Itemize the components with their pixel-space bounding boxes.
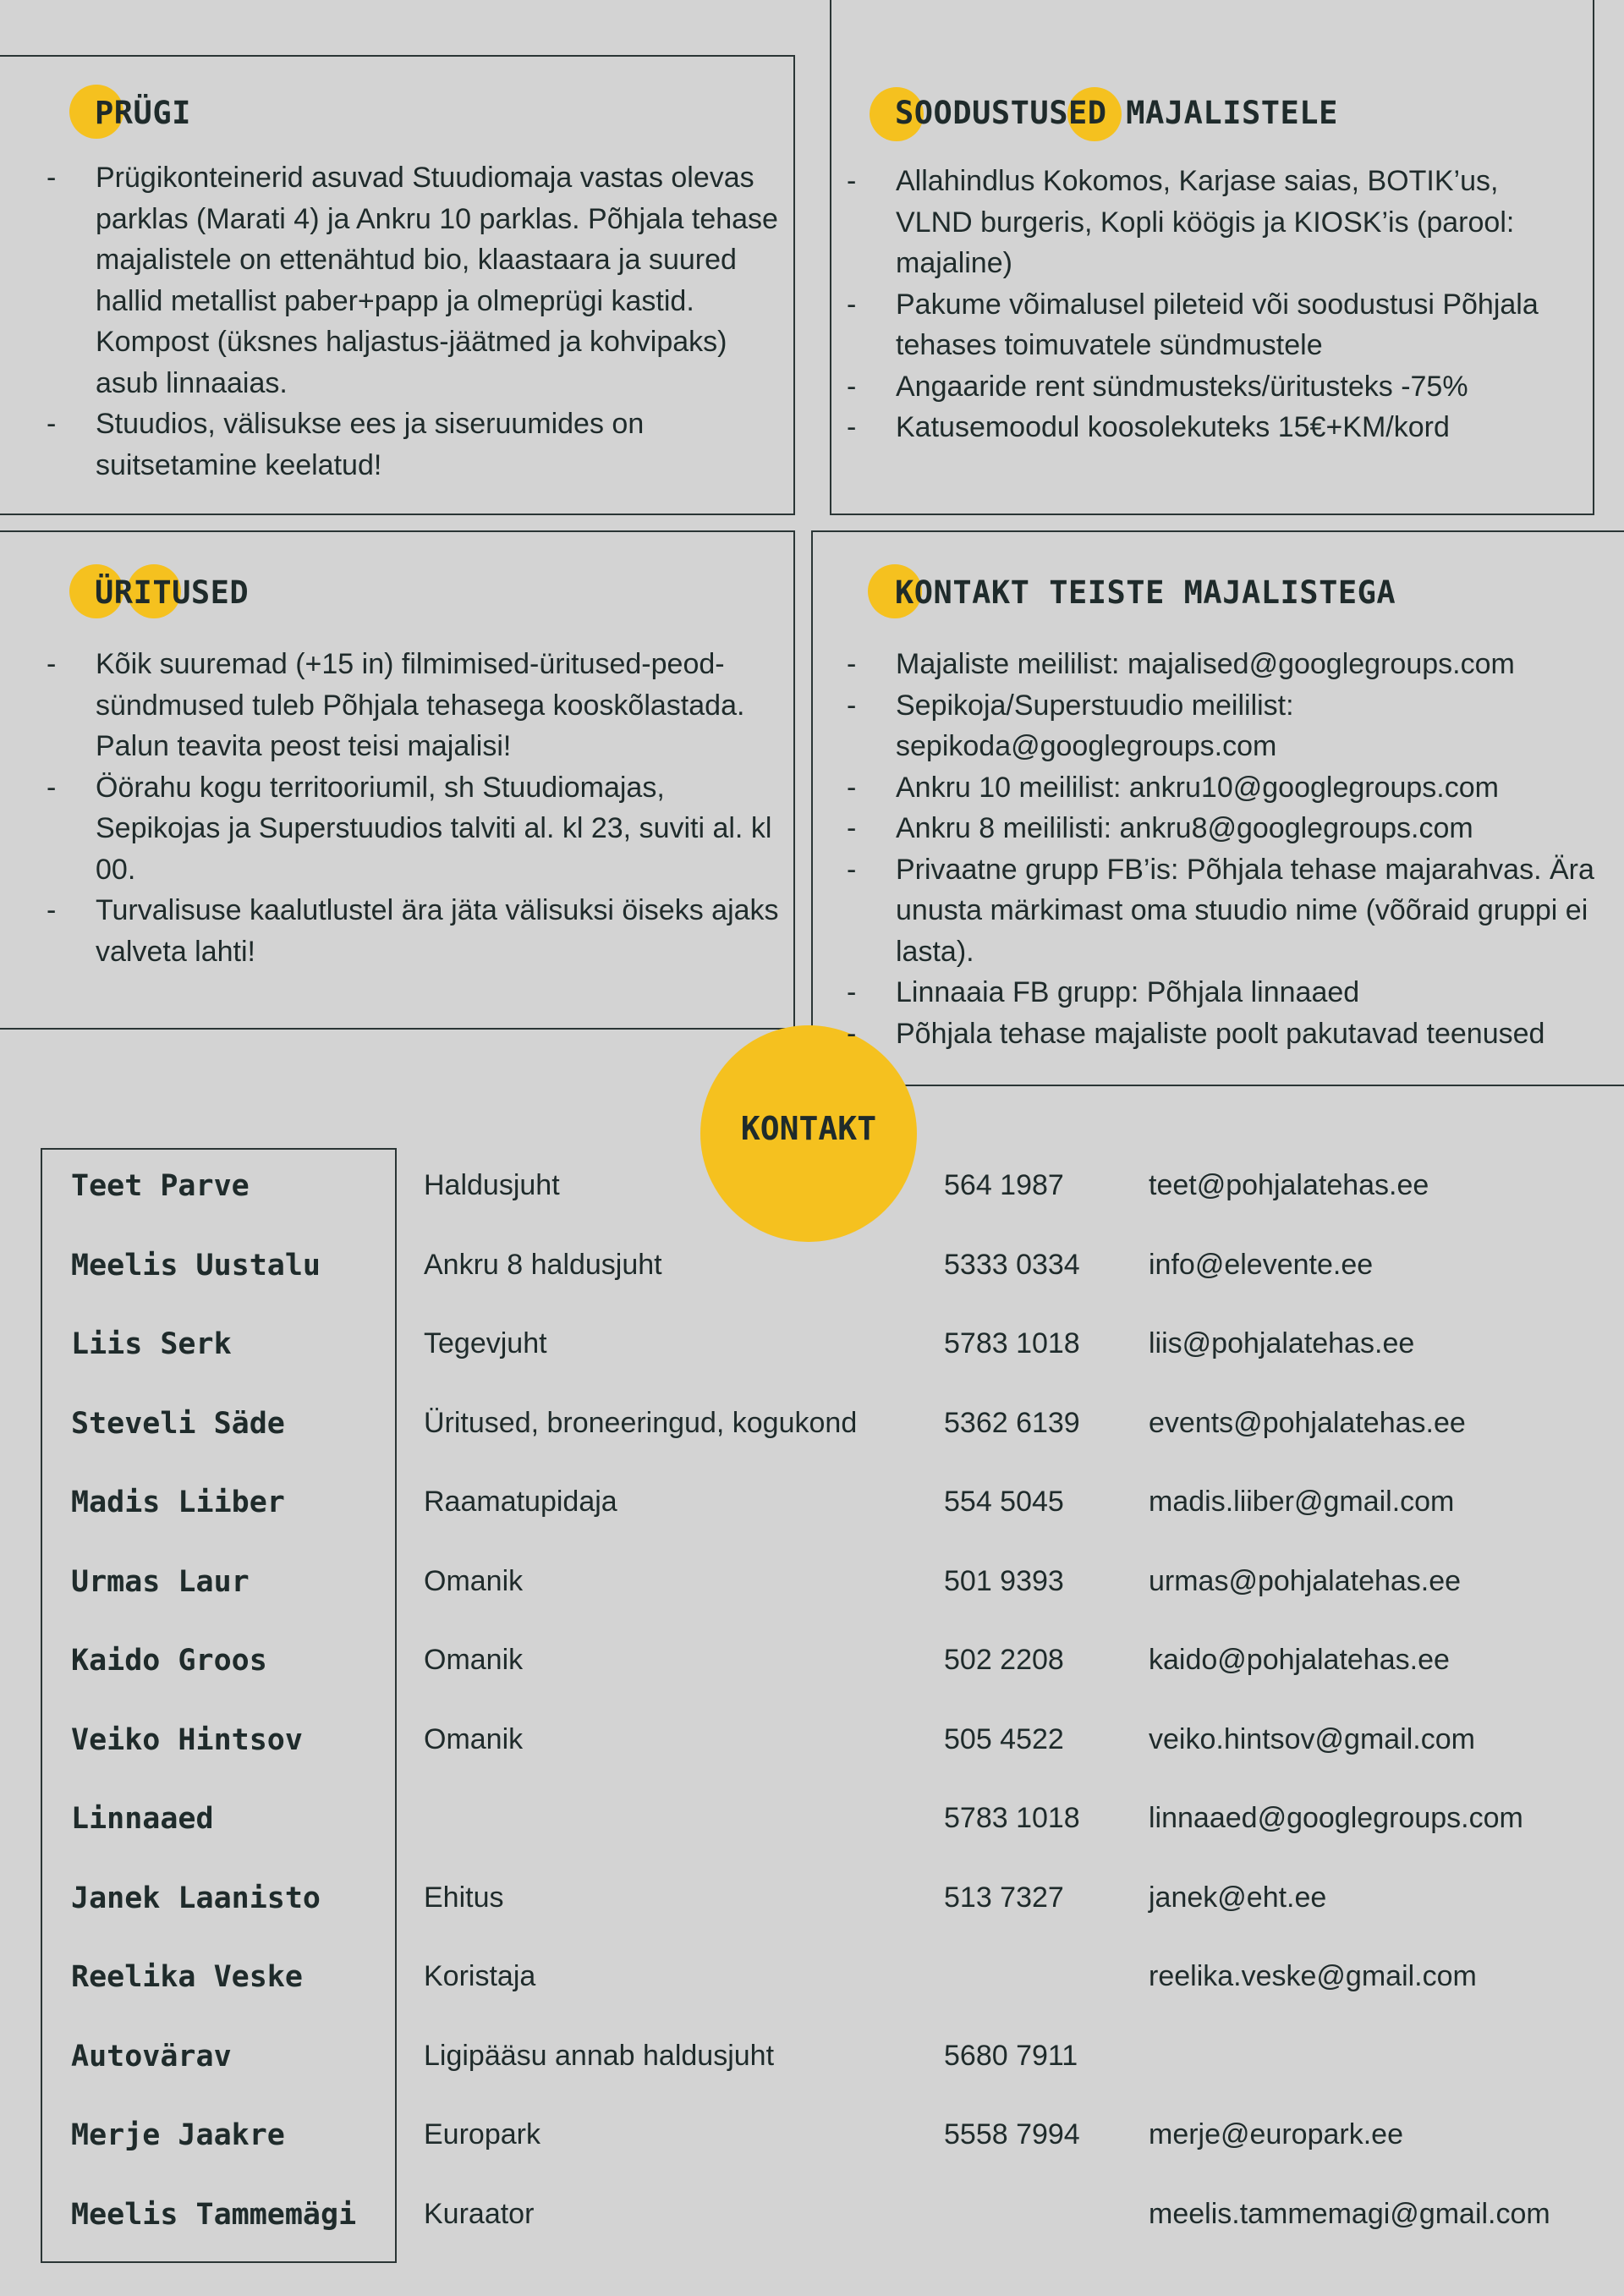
contact-role: Tegevjuht <box>424 1327 547 1359</box>
contact-name: Reelika Veske <box>71 1960 303 1994</box>
table-row <box>0 1390 1624 1469</box>
contact-name: Janek Laanisto <box>71 1881 321 1915</box>
table-row <box>0 1232 1624 1311</box>
contact-phone: 5333 0334 <box>944 1248 1080 1281</box>
contact-role: Koristaja <box>424 1960 536 1992</box>
list-item: - Allahindlus Kokomos, Karjase saias, BOTIK’us, VLND burgeris, Kopli köögis ja KIOSK’is (parool: majaline) <box>847 161 1583 284</box>
list-item: - Katusemoodul koosolekuteks 15€+KM/kord <box>847 407 1583 448</box>
contact-name: Merje Jaakre <box>71 2118 285 2152</box>
contact-email: liis@pohjalatehas.ee <box>1149 1327 1415 1359</box>
table-row <box>0 1627 1624 1706</box>
contact-phone: 513 7327 <box>944 1881 1064 1914</box>
table-row <box>0 1469 1624 1548</box>
contact-name: Madis Liiber <box>71 1486 285 1519</box>
contact-name: Linnaaed <box>71 1802 214 1836</box>
table-row <box>0 2023 1624 2102</box>
table-row <box>0 2101 1624 2181</box>
contact-name: Autovärav <box>71 2039 232 2074</box>
table-row <box>0 2181 1624 2260</box>
contact-email: kaido@pohjalatehas.ee <box>1149 1644 1450 1676</box>
contact-phone: 502 2208 <box>944 1644 1064 1676</box>
contact-email: madis.liiber@gmail.com <box>1149 1486 1455 1518</box>
contact-phone: 505 4522 <box>944 1722 1064 1755</box>
list-item: - Ankru 8 meililisti: ankru8@googlegroups.com <box>847 808 1604 849</box>
contact-name: Urmas Laur <box>71 1564 250 1599</box>
contact-role: Haldusjuht <box>424 1169 560 1201</box>
contact-phone: 564 1987 <box>944 1169 1064 1201</box>
list-item: - Linnaaia FB grupp: Põhjala linnaaed <box>847 972 1604 1013</box>
table-row <box>0 1310 1624 1390</box>
list-item: - Prügikonteinerid asuvad Stuudiomaja vastas olevas parklas (Marati 4) ja Ankru 10 parklas. Põhjala tehase majalistele on ettenähtud bio, klaastaara ja suured hallid metallist paber+papp ja olmeprügi kastid. Kompost (üksnes haljastus-jäätmed ja kohvipaks) asub linnaaias. <box>47 157 778 404</box>
contact-table <box>0 1152 1624 2260</box>
list-item: - Turvalisuse kaalutlustel ära jäta välisuksi öiseks ajaks valveta lahti! <box>47 890 782 972</box>
contact-phone: 5558 7994 <box>944 2118 1080 2150</box>
table-row <box>0 1152 1624 1232</box>
contact-role: Kuraator <box>424 2197 535 2230</box>
contact-role: Ehitus <box>424 1881 504 1914</box>
contact-email: janek@eht.ee <box>1149 1881 1327 1914</box>
list-item: - Öörahu kogu territooriumil, sh Stuudiomajas, Sepikojas ja Superstuudios talviti al. kl 23, suviti al. kl 00. <box>47 767 782 891</box>
contact-phone: 5680 7911 <box>944 2039 1078 2072</box>
contact-email: linnaaed@googlegroups.com <box>1149 1802 1523 1834</box>
table-row <box>0 1943 1624 2023</box>
contact-role: Ligipääsu annab haldusjuht <box>424 2039 775 2072</box>
contact-phone: 554 5045 <box>944 1486 1064 1518</box>
contact-email: merje@europark.ee <box>1149 2118 1403 2150</box>
contact-email: events@pohjalatehas.ee <box>1149 1406 1466 1439</box>
soodustused-title: SOODUSTUSED MAJALISTELE <box>895 95 1338 131</box>
table-row <box>0 1548 1624 1628</box>
list-item: - Ankru 10 meililist: ankru10@googlegroups.com <box>847 767 1604 809</box>
contact-phone: 501 9393 <box>944 1564 1064 1597</box>
list-item: - Privaatne grupp FB’is: Põhjala tehase majarahvas. Ära unusta märkimast oma stuudio nime (võõraid gruppi ei lasta). <box>847 849 1604 973</box>
contact-role: Omanik <box>424 1564 524 1597</box>
list-item: - Sepikoja/Superstuudio meililist: sepikoda@googlegroups.com <box>847 685 1604 767</box>
contact-role: Omanik <box>424 1722 524 1755</box>
contact-role: Raamatupidaja <box>424 1486 617 1518</box>
contact-email: reelika.veske@gmail.com <box>1149 1960 1477 1992</box>
contact-name: Steveli Säde <box>71 1406 285 1441</box>
uritused-title: ÜRITUSED <box>95 574 250 611</box>
prugi-list <box>47 157 778 486</box>
contact-email: veiko.hintsov@gmail.com <box>1149 1722 1475 1755</box>
table-row <box>0 1865 1624 1944</box>
contact-email: teet@pohjalatehas.ee <box>1149 1169 1429 1201</box>
table-row <box>0 1785 1624 1865</box>
contact-name: Teet Parve <box>71 1169 250 1203</box>
list-item: - Pakume võimalusel pileteid või soodustusi Põhjala tehases toimuvatele sündmustele <box>847 284 1583 366</box>
uritused-list <box>47 644 782 972</box>
kontakt-teiste-list <box>847 644 1604 1054</box>
contact-name: Liis Serk <box>71 1327 232 1361</box>
list-item: - Põhjala tehase majaliste poolt pakutavad teenused <box>847 1013 1604 1055</box>
soodustused-list <box>847 161 1583 448</box>
contact-email: info@elevente.ee <box>1149 1248 1374 1281</box>
contact-email: meelis.tammemagi@gmail.com <box>1149 2197 1550 2230</box>
contact-phone: 5783 1018 <box>944 1327 1080 1359</box>
contact-role: Ankru 8 haldusjuht <box>424 1248 662 1281</box>
list-item: - Stuudios, välisukse ees ja siseruumides on suitsetamine keelatud! <box>47 404 778 486</box>
contact-email: urmas@pohjalatehas.ee <box>1149 1564 1462 1597</box>
contact-name: Meelis Uustalu <box>71 1248 321 1283</box>
contact-name: Kaido Groos <box>71 1644 267 1678</box>
prugi-title: PRÜGI <box>95 95 191 131</box>
contact-name: Veiko Hintsov <box>71 1722 303 1757</box>
kontakt-teiste-title: KONTAKT TEISTE MAJALISTEGA <box>895 574 1396 611</box>
list-item: - Majaliste meililist: majalised@googlegroups.com <box>847 644 1604 685</box>
contact-role: Üritused, broneeringud, kogukond <box>424 1406 858 1439</box>
contact-phone: 5362 6139 <box>944 1406 1080 1439</box>
contact-role: Europark <box>424 2118 540 2150</box>
contact-name: Meelis Tammemägi <box>71 2197 357 2232</box>
list-item: - Angaaride rent sündmusteks/üritusteks -75% <box>847 366 1583 408</box>
list-item: - Kõik suuremad (+15 in) filmimised-üritused-peod-sündmused tuleb Põhjala tehasega kooskõlastada. Palun teavita peost teisi majalisi! <box>47 644 782 767</box>
table-row <box>0 1706 1624 1786</box>
kontakt-title: KONTAKT <box>740 1110 877 1147</box>
contact-role: Omanik <box>424 1644 524 1676</box>
contact-phone: 5783 1018 <box>944 1802 1080 1834</box>
